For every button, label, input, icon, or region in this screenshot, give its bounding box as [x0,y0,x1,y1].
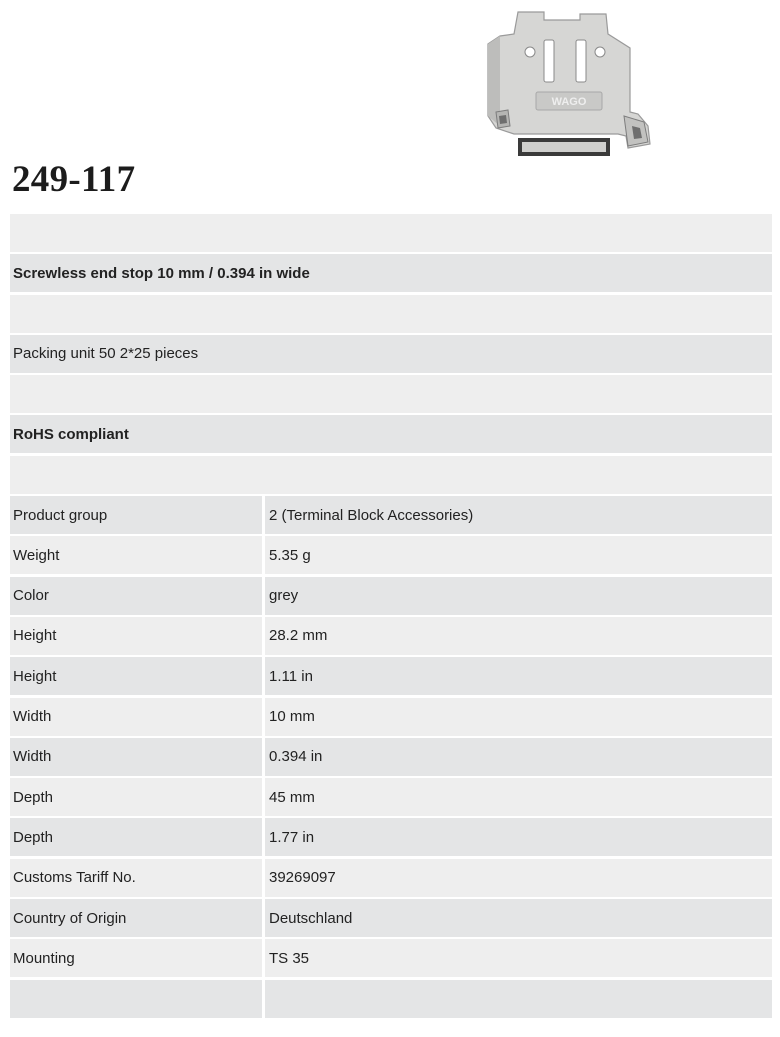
spec-row [10,617,772,655]
spec-row [10,577,772,615]
spec-value: 1.11 in [269,667,313,685]
spec-value: 5.35 g [269,546,311,564]
spec-label: Mounting [13,949,75,967]
spec-value: Deutschland [269,909,353,927]
packing-unit-text: Packing unit 50 2*25 pieces [13,345,199,363]
spec-label [10,980,262,1018]
summary-row-blank [10,214,772,252]
rohs-status-text: RoHS compliant [13,425,129,443]
end-stop-product-image [478,4,660,162]
spec-row [10,778,772,816]
spec-label: Country of Origin [13,909,127,927]
spec-row [10,657,772,695]
spec-row [10,939,772,977]
spec-label: Product group [13,506,108,524]
summary-text [10,456,772,494]
summary-row-blank [10,295,772,333]
spec-label: Customs Tariff No. [13,869,136,887]
spec-row [10,899,772,937]
spec-value: 28.2 mm [269,627,328,645]
spec-label: Height [13,667,57,685]
spec-value: TS 35 [269,949,310,967]
summary-row-description [10,254,772,292]
spec-value: 2 (Terminal Block Accessories) [269,506,474,524]
spec-label: Depth [13,788,54,806]
summary-row-blank [10,456,772,494]
product-description: Screwless end stop 10 mm / 0.394 in wide [13,264,310,282]
spec-value: 39269097 [269,869,336,887]
summary-text [10,214,772,252]
summary-row-blank [10,375,772,413]
spec-label: Width [13,748,52,766]
spec-value: 0.394 in [269,748,323,766]
spec-label: Width [13,708,52,726]
spec-row [10,818,772,856]
spec-row [10,738,772,776]
spec-row [10,859,772,897]
wago-logo-text: WAGO [551,96,587,108]
spec-row [10,536,772,574]
spec-row [10,496,772,534]
summary-row-packing-unit [10,335,772,373]
product-number-title: 249-117 [12,159,136,200]
spec-value [265,980,772,1018]
spec-value: 45 mm [269,788,315,806]
summary-text [10,295,772,333]
spec-row-empty [10,980,772,1018]
spec-value: 10 mm [269,708,315,726]
spec-value: 1.77 in [269,828,315,846]
spec-label: Depth [13,828,54,846]
spec-label: Color [13,587,49,605]
spec-row [10,698,772,736]
spec-value: grey [269,587,299,605]
summary-text [10,375,772,413]
product-spec-table [10,214,772,1020]
summary-row-rohs [10,415,772,453]
spec-label: Height [13,627,57,645]
spec-label: Weight [13,546,60,564]
